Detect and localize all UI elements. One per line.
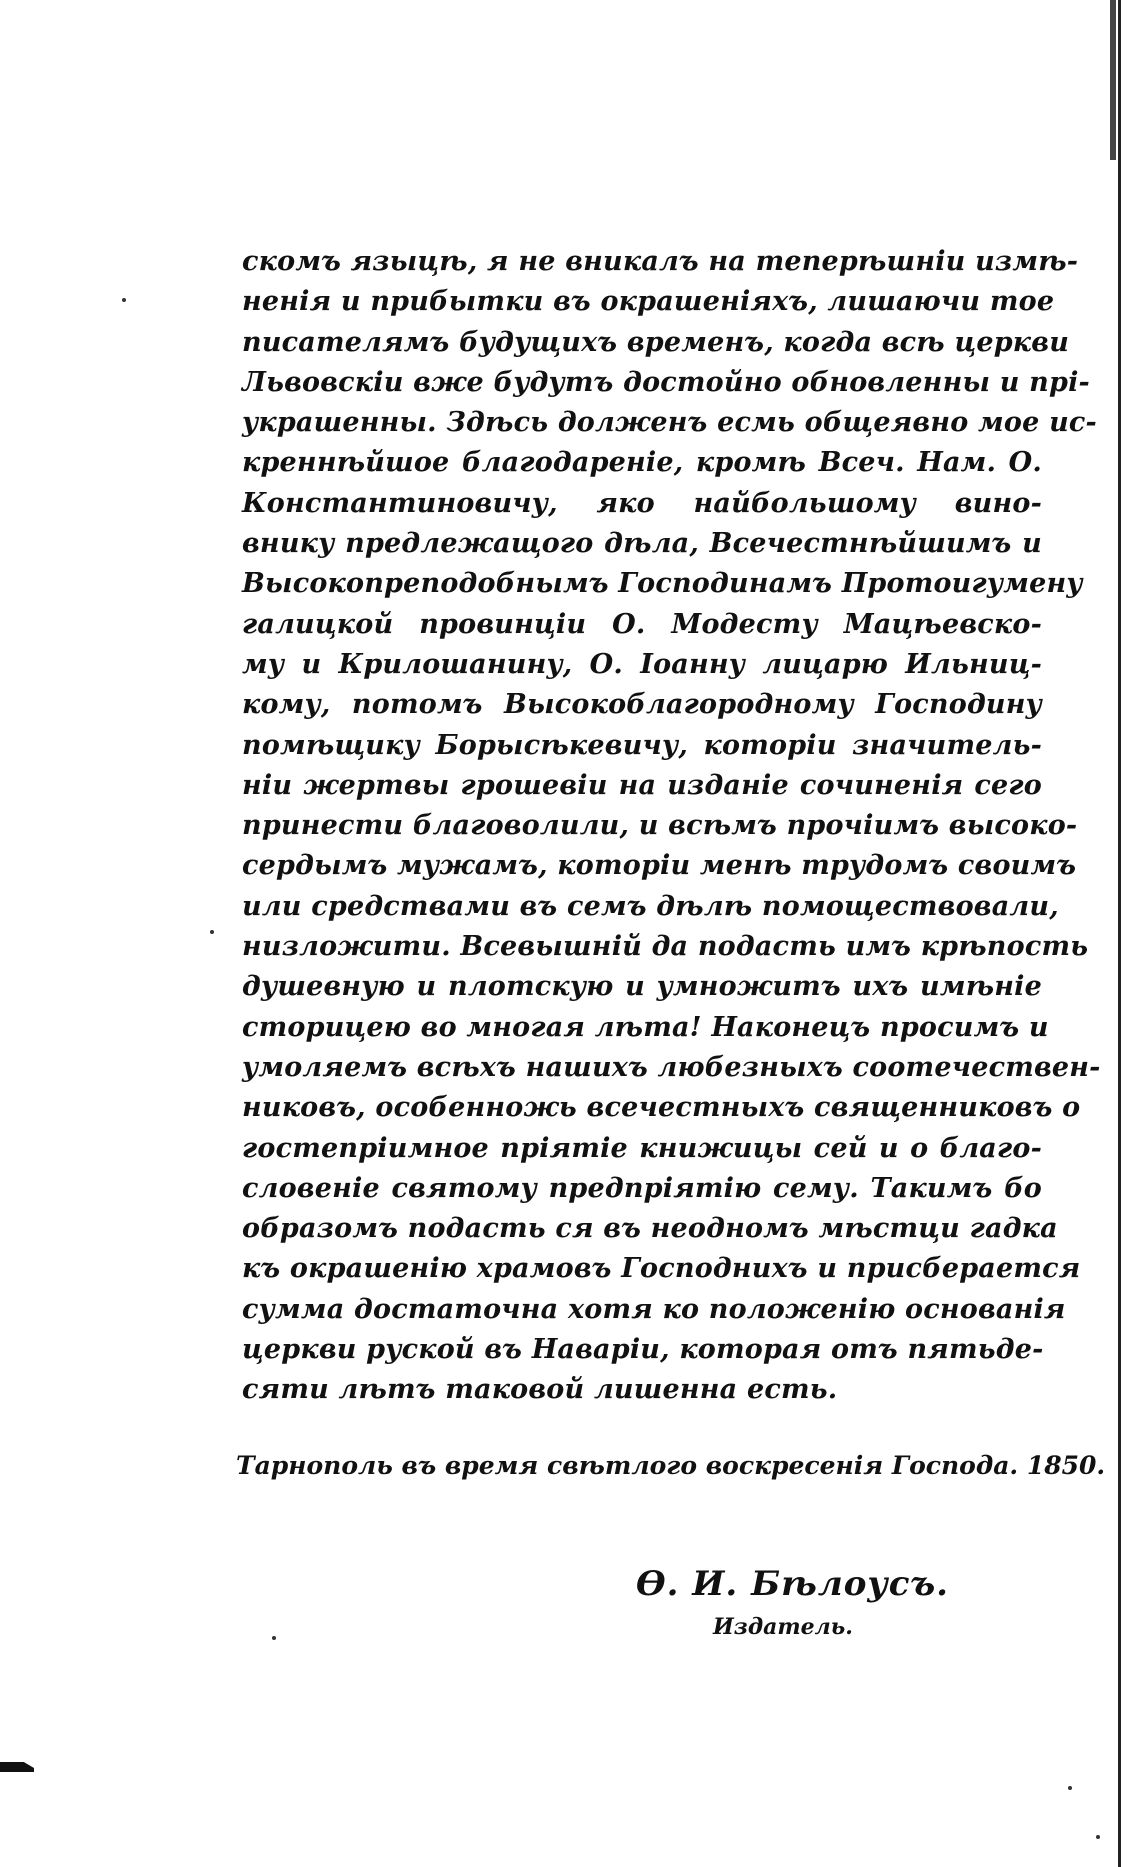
- paper-speck: [1068, 1786, 1072, 1790]
- text-line: душевную и плотскую и умножитъ ихъ имѣніе: [242, 971, 1042, 1003]
- text-line: помѣщику Борысѣкевичу, которіи значитель-: [242, 729, 1042, 761]
- text-line: никовъ, особенножь всечестныхъ священниковъ о: [242, 1092, 1081, 1124]
- text-line: сяти лѣтъ таковой лишенна есть.: [242, 1374, 838, 1406]
- text-line: сторицею во многая лѣта! Наконецъ просимъ и: [242, 1011, 1049, 1043]
- text-line: умоляемъ всѣхъ нашихъ любезныхъ соотечествен-: [242, 1051, 1101, 1083]
- place-and-date-line: Тарнополь въ время свѣтлого воскресенія Господа. 1850.: [236, 1451, 1106, 1480]
- text-line: писателямъ будущихъ временъ, когда всѣ церкви: [242, 326, 1070, 358]
- page-edge-shadow: [1110, 0, 1116, 160]
- text-line: церкви руской въ Наваріи, которая отъ пятьде-: [242, 1334, 1044, 1366]
- paper-speck: [210, 930, 214, 934]
- text-line: кому, потомъ Высокоблагородному Господину: [242, 689, 1042, 721]
- author-signature: Ѳ. И. Бѣлоусъ.: [636, 1564, 949, 1604]
- text-line: гостепріимное пріятіе книжицы сей и о благо-: [242, 1132, 1042, 1164]
- text-line: креннѣйшое благодареніе, кромѣ Всеч. Нам. О.: [242, 447, 1042, 479]
- paper-speck: [122, 298, 126, 302]
- paper-speck: [272, 1636, 276, 1640]
- text-line: принести благоволили, и всѣмъ прочіимъ высоко-: [242, 810, 1078, 842]
- text-line: ненія и прибытки въ окрашеніяхъ, лишаючи тое: [242, 286, 1055, 318]
- text-line: скомъ языцѣ, я не вникалъ на теперѣшніи измѣ-: [242, 246, 1079, 277]
- text-line: внику предлежащого дѣла, Всечестнѣйшимъ и: [242, 528, 1042, 560]
- text-line: Высокопреподобнымъ Господинамъ Протоигумену: [242, 568, 1083, 600]
- text-line: низложити. Всевышній да подасть имъ крѣпость: [242, 931, 1089, 963]
- text-line: галицкой провинціи О. Модесту Мацѣевско-: [242, 608, 1042, 640]
- text-line: сердымъ мужамъ, которіи менѣ трудомъ своимъ: [242, 850, 1077, 882]
- text-line: му и Крилошанину, О. Іоанну лицарю Ильниц-: [242, 648, 1042, 680]
- text-line: ніи жертвы грошевіи на изданіе сочиненія сего: [242, 769, 1042, 801]
- text-line: сумма достаточна хотя ко положенію основанія: [242, 1293, 1066, 1325]
- ink-mark: [0, 1762, 34, 1772]
- text-line: образомъ подасть ся въ неодномъ мѣстци гадка: [242, 1213, 1058, 1245]
- text-line: Львовскіи вже будутъ достойно обновленны и прі-: [242, 366, 1090, 398]
- text-line: словеніе святому предпріятію сему. Такимъ бо: [242, 1172, 1042, 1204]
- page-edge-line: [1118, 0, 1121, 1867]
- text-line: украшенны. Здѣсь долженъ есмь общеявно мое ис-: [242, 407, 1097, 439]
- paper-speck: [1096, 1835, 1100, 1839]
- author-role: Издатель.: [713, 1614, 853, 1640]
- text-line: къ окрашенію храмовъ Господнихъ и присберается: [242, 1253, 1081, 1285]
- text-line: или средствами въ семъ дѣлѣ помоществовали,: [242, 890, 1059, 922]
- body-paragraph: [242, 242, 1101, 1411]
- text-line: Константиновичу, яко найбольшому вино-: [242, 487, 1042, 519]
